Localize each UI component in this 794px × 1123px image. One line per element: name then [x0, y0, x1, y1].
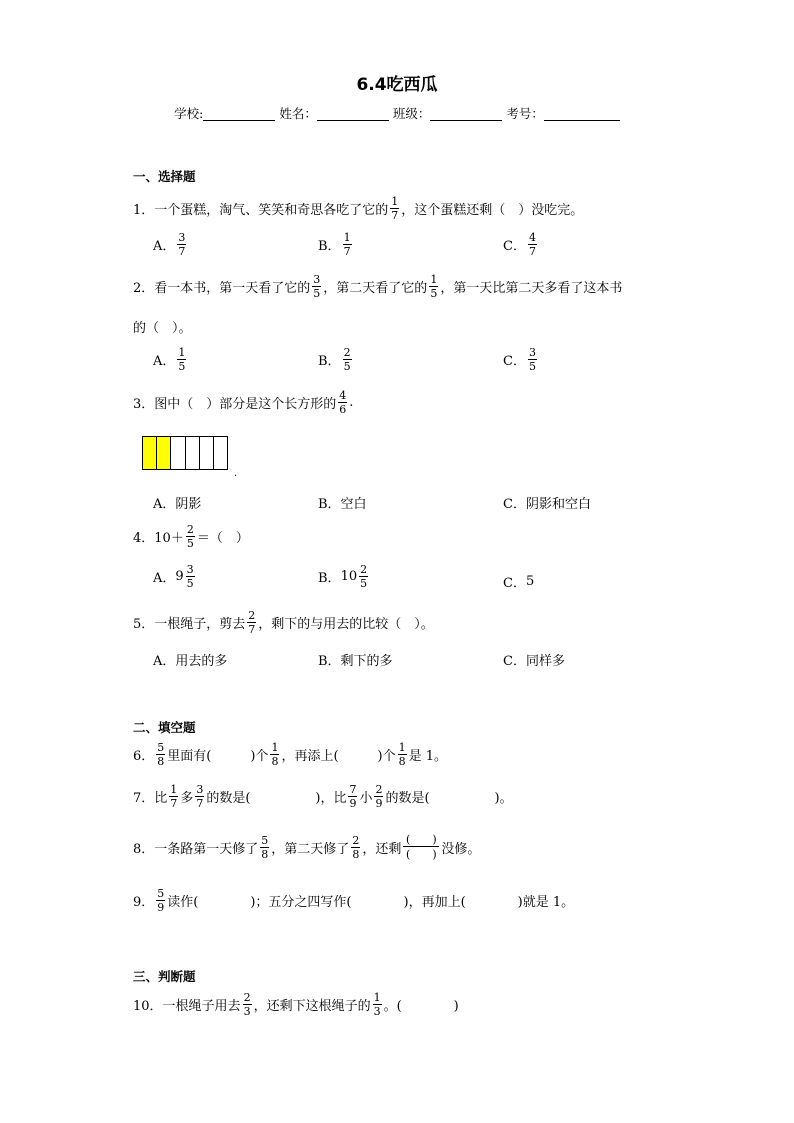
section-heading-fill-in: 二、填空题: [133, 720, 196, 735]
blank-part: [214, 437, 227, 469]
question-text: ，再添上( )个: [281, 749, 396, 764]
question-number: 10．: [133, 999, 163, 1014]
shaded-part: [157, 437, 171, 469]
blank-part: [200, 437, 214, 469]
question-8: [133, 834, 480, 860]
question-text: ＝（ ）: [196, 531, 249, 546]
fraction: $\frac{1}{8}$: [271, 741, 279, 768]
question-number: 5．: [133, 617, 155, 632]
fraction: $\frac{5}{9}$: [157, 887, 165, 914]
option-label: C．: [503, 354, 526, 369]
question-text: 小: [359, 791, 373, 806]
question-text: ，还剩下这根绳子的: [253, 999, 371, 1014]
option-a[interactable]: [153, 232, 188, 257]
question-text-continued: 的（ ）。: [133, 321, 192, 336]
option-c[interactable]: C．阴影和空白: [503, 497, 591, 512]
question-5: [133, 610, 434, 635]
fraction: $\frac{2}{3}$: [243, 991, 251, 1018]
fraction: $\frac{3}{7}$: [178, 231, 186, 258]
question-text: 读作( )；五分之四写作( )，再加上( )就是 1。: [167, 895, 575, 910]
option-b[interactable]: [318, 564, 370, 589]
class-blank[interactable]: [430, 106, 502, 121]
fraction: $\frac{2}{5}$: [360, 563, 368, 590]
exam-number-label: 考号：: [506, 106, 544, 121]
fraction: $\frac{1}{3}$: [373, 991, 381, 1018]
question-text: 看一本书，第一天看了它的: [154, 281, 311, 296]
option-b[interactable]: [318, 347, 354, 372]
blank-part: [186, 437, 200, 469]
question-number: 3．: [133, 397, 155, 412]
option-label: C．: [503, 239, 526, 254]
question-text: 一个蛋糕，淘气、笑笑和奇思各吃了它的: [154, 203, 389, 218]
option-a[interactable]: [153, 564, 197, 589]
fraction: $\frac{3}{5}$: [528, 346, 536, 373]
school-blank[interactable]: [203, 106, 275, 121]
fraction: $\frac{2}{5}$: [186, 523, 194, 550]
question-10: [133, 992, 459, 1017]
question-number: 4．: [133, 531, 155, 546]
shaded-part: [143, 437, 157, 469]
question-text: 比: [154, 791, 168, 806]
class-label: 班级：: [392, 106, 431, 121]
option-a[interactable]: A．用去的多: [153, 654, 228, 669]
answer-blank-fraction[interactable]: $\frac{( )}{( )}$: [403, 834, 439, 860]
fraction: $\frac{2}{8}$: [352, 833, 360, 861]
option-a[interactable]: A．阴影: [153, 497, 202, 512]
fraction: $\frac{1}{5}$: [178, 346, 186, 373]
rectangle-figure: [142, 436, 228, 470]
fraction: $\frac{1}{7}$: [391, 195, 399, 222]
fraction: $\frac{7}{9}$: [349, 783, 357, 810]
option-c[interactable]: [503, 232, 539, 257]
option-label: A．: [153, 571, 176, 586]
fraction: $\frac{3}{5}$: [313, 273, 321, 300]
option-value: 5: [525, 574, 535, 589]
section-heading-choice: 一、选择题: [133, 169, 196, 184]
blank-part: [171, 437, 185, 469]
fraction: $\frac{4}{6}$: [339, 389, 347, 416]
fraction: $\frac{1}{8}$: [398, 741, 406, 768]
question-number: 2．: [133, 281, 155, 296]
question-text: 一条路第一天修了: [154, 841, 259, 857]
mixed-whole: 10: [340, 569, 358, 584]
question-1: [133, 196, 583, 221]
fraction: $\frac{5}{8}$: [261, 833, 269, 861]
question-text: 里面有( )个: [167, 749, 269, 764]
question-text: 图中（ ）部分是这个长方形的: [154, 397, 337, 412]
question-text: .: [349, 395, 354, 410]
option-label: A．: [153, 239, 176, 254]
fraction: $\frac{1}{7}$: [343, 231, 351, 258]
question-text: 的数是( )，比: [206, 791, 347, 806]
page-title: 6.4吃西瓜: [356, 75, 438, 95]
figure-dot: .: [234, 468, 238, 479]
question-text: ，这个蛋糕还剩（ ）没吃完。: [401, 203, 584, 218]
fraction: $\frac{1}{5}$: [430, 273, 438, 300]
question-text: 是 1。: [408, 749, 447, 764]
question-number: 9．: [133, 895, 155, 910]
question-text: 一根绳子，剪去: [154, 617, 246, 632]
fraction: $\frac{4}{7}$: [528, 231, 536, 258]
exam-number-blank[interactable]: [544, 106, 620, 121]
fraction: $\frac{2}{7}$: [248, 609, 256, 636]
fraction: $\frac{2}{9}$: [375, 783, 383, 810]
option-c[interactable]: [503, 347, 539, 372]
question-text: ，第一天比第二天多看了这本书: [440, 281, 623, 296]
name-blank[interactable]: [317, 106, 389, 121]
question-text: 的数是( )。: [385, 791, 513, 806]
question-number: 8．: [133, 841, 155, 857]
question-text: 。( ): [383, 999, 459, 1014]
question-text: ，第二天看了它的: [323, 281, 428, 296]
mixed-whole: 9: [175, 569, 184, 584]
option-label: B．: [318, 354, 341, 369]
question-number: 7．: [133, 791, 155, 806]
option-label: A．: [153, 354, 176, 369]
question-3: [133, 390, 353, 415]
option-b[interactable]: [318, 232, 354, 257]
option-label: C．: [503, 576, 526, 591]
question-text: 一根绳子用去: [162, 999, 241, 1014]
question-7: [133, 784, 513, 809]
school-label: 学校:: [174, 106, 204, 121]
option-a[interactable]: [153, 347, 188, 372]
question-text: 没修。: [441, 841, 481, 857]
fraction: $\frac{2}{5}$: [343, 346, 351, 373]
option-c[interactable]: [503, 572, 534, 591]
question-text: ，剩下的与用去的比较（ ）。: [258, 617, 434, 632]
question-4: [133, 524, 249, 549]
option-c[interactable]: C．同样多: [503, 654, 565, 669]
question-text: 10＋: [154, 531, 184, 546]
name-label: 姓名：: [279, 106, 317, 121]
option-b[interactable]: B．空白: [318, 497, 367, 512]
fraction: $\frac{3}{5}$: [186, 563, 194, 590]
question-number: 1．: [133, 203, 155, 218]
question-text: ，第二天修了: [271, 841, 350, 857]
option-label: B．: [318, 571, 341, 586]
student-info-line: [0, 104, 794, 122]
option-label: B．: [318, 239, 341, 254]
question-number: 6．: [133, 749, 155, 764]
question-6: [133, 742, 447, 767]
question-2: [133, 274, 622, 299]
fraction: $\frac{3}{7}$: [196, 783, 204, 810]
question-text: ，还剩: [362, 841, 402, 857]
question-text: 多: [180, 791, 194, 806]
section-heading-true-false: 三、判断题: [133, 969, 196, 984]
question-9: [133, 888, 574, 913]
fraction: $\frac{5}{8}$: [157, 741, 165, 768]
option-b[interactable]: B．剩下的多: [318, 654, 393, 669]
fraction: $\frac{1}{7}$: [170, 783, 178, 810]
